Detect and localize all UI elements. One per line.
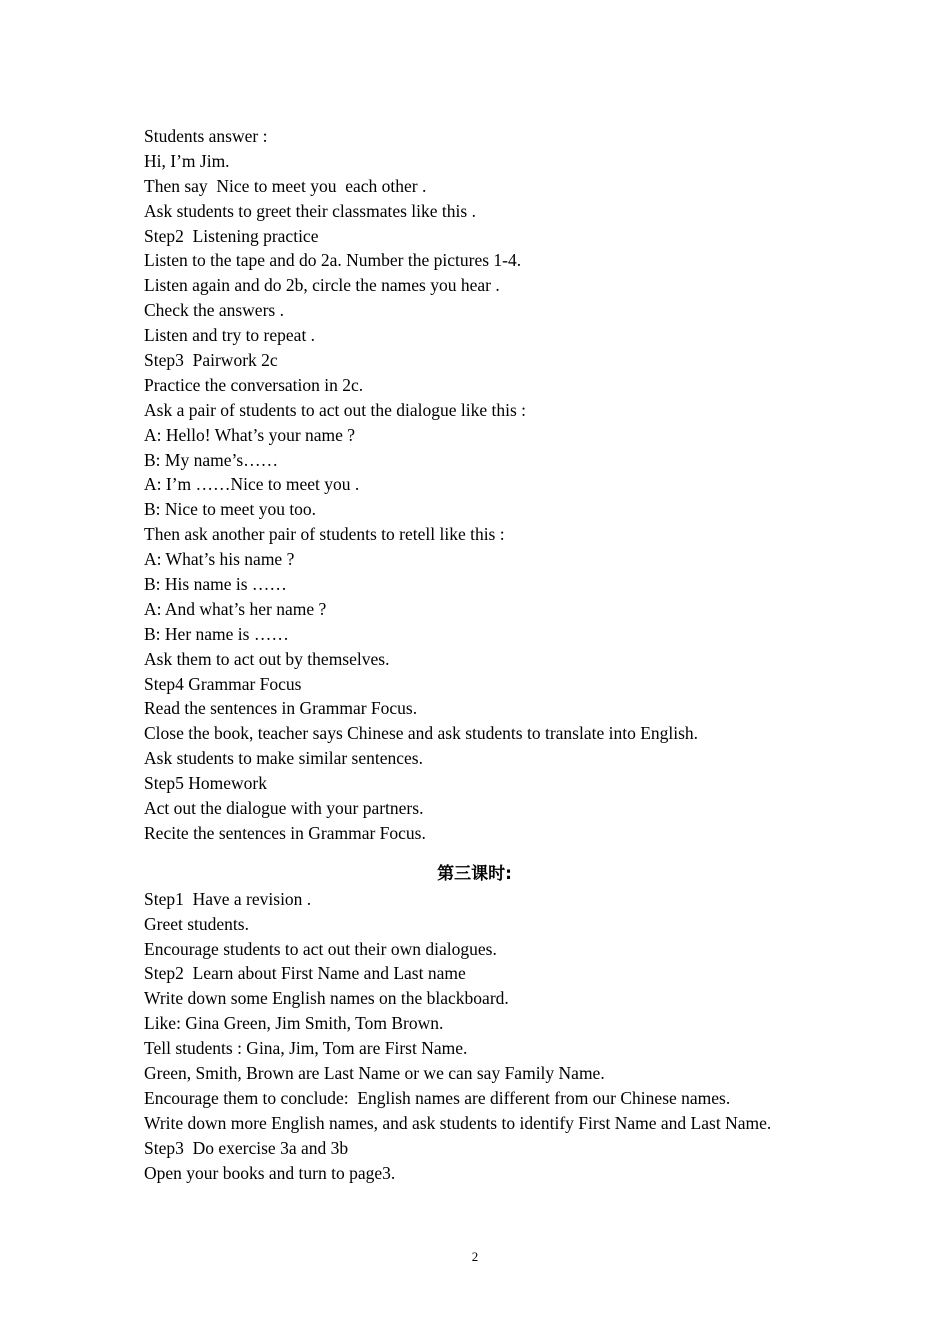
text-line: Step5 Homework	[144, 773, 267, 794]
text-line: B: Her name is ……	[144, 623, 289, 644]
text-line: Write down some English names on the blackboard.	[144, 988, 509, 1009]
text-line: Ask students to make similar sentences.	[144, 748, 423, 769]
text-line: Ask a pair of students to act out the dialogue like this :	[144, 399, 527, 420]
text-line: Act out the dialogue with your partners.	[144, 798, 424, 819]
text-line: Listen to the tape and do 2a. Number the pictures 1-4.	[144, 250, 522, 271]
text-line: B: His name is ……	[144, 574, 287, 595]
text-line: B: Nice to meet you too.	[144, 499, 317, 520]
lesson-section-1	[144, 124, 805, 846]
text-line: Listen again and do 2b, circle the names you hear .	[144, 275, 500, 296]
text-line: Encourage them to conclude: English names are different from our Chinese names.	[144, 1087, 731, 1108]
text-line: Greet students.	[144, 913, 249, 934]
lesson-heading: 第三课时:	[437, 863, 512, 884]
text-line: A: Hello! What’s your name ?	[144, 424, 356, 445]
text-line: Hi, I’m Jim.	[144, 150, 230, 171]
text-line: Open your books and turn to page3.	[144, 1162, 396, 1183]
text-line: Listen and try to repeat .	[144, 325, 316, 346]
text-line: Recite the sentences in Grammar Focus.	[144, 822, 426, 843]
text-paragraph: Write down more English names, and ask students to identify First Name and Last Name.	[144, 1112, 772, 1133]
text-line: A: I’m ……Nice to meet you .	[144, 474, 360, 495]
text-line: Check the answers .	[144, 300, 284, 321]
text-line: Green, Smith, Brown are Last Name or we can say Family Name.	[144, 1062, 605, 1083]
text-line: Close the book, teacher says Chinese and ask students to translate into English.	[144, 723, 699, 744]
text-line: Practice the conversation in 2c.	[144, 374, 364, 395]
text-line: A: And what’s her name ?	[144, 598, 327, 619]
text-line: Then say Nice to meet you each other .	[144, 175, 427, 196]
lesson-section-2	[144, 887, 805, 1111]
lesson-section-3	[144, 1136, 805, 1186]
text-line: Read the sentences in Grammar Focus.	[144, 698, 418, 719]
text-line: A: What’s his name ?	[144, 549, 295, 570]
document-body	[144, 124, 805, 1185]
text-line: B: My name’s……	[144, 449, 279, 470]
text-line: Tell students : Gina, Jim, Tom are First Name.	[144, 1038, 468, 1059]
text-line: Students answer :	[144, 126, 268, 146]
text-line: Ask students to greet their classmates like this .	[144, 200, 476, 221]
text-line: Ask them to act out by themselves.	[144, 648, 390, 669]
text-line: Then ask another pair of students to retell like this :	[144, 524, 505, 545]
text-line: Like: Gina Green, Jim Smith, Tom Brown.	[144, 1013, 444, 1034]
page-number: 2	[471, 1249, 479, 1264]
text-line: Step1 Have a revision .	[144, 888, 312, 909]
text-line: Step3 Pairwork 2c	[144, 350, 278, 371]
text-line: Encourage students to act out their own dialogues.	[144, 938, 497, 959]
text-line: Step2 Listening practice	[144, 225, 319, 246]
text-line: Step2 Learn about First Name and Last name	[144, 963, 466, 984]
text-line: Step4 Grammar Focus	[144, 673, 302, 694]
text-line: Step3 Do exercise 3a and 3b	[144, 1137, 349, 1158]
